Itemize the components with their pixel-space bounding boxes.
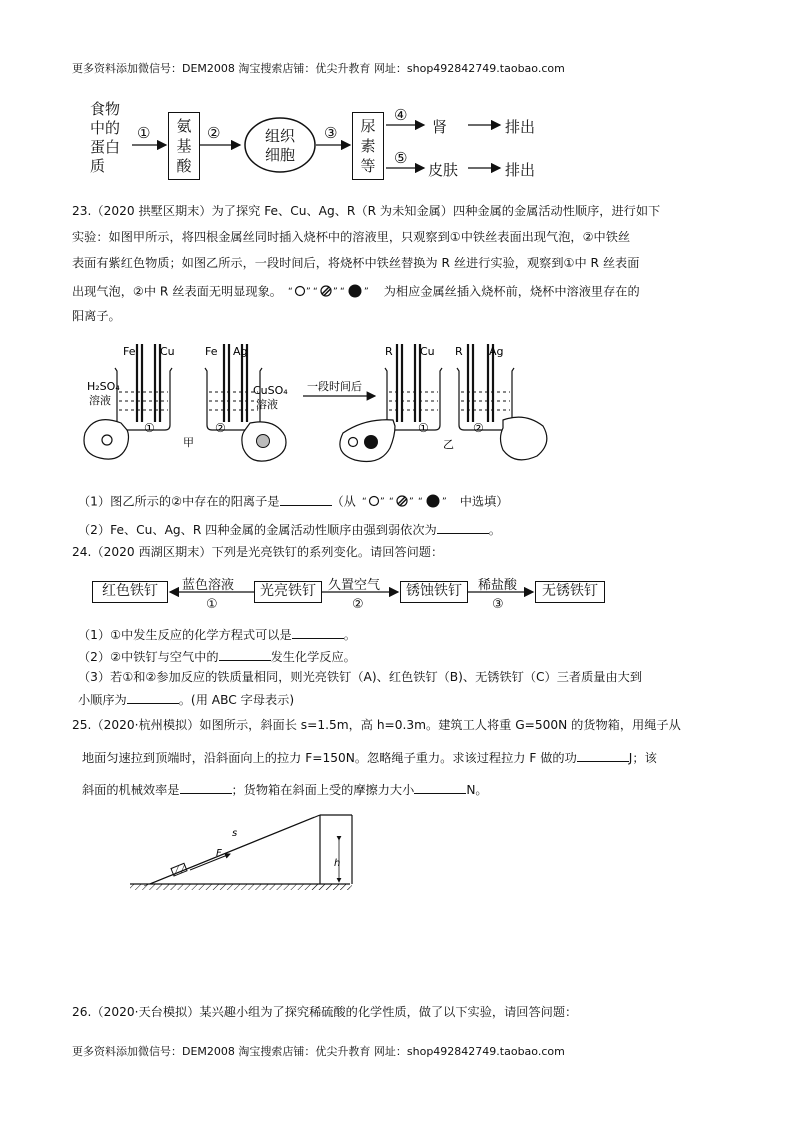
cell-line: 组织 bbox=[264, 127, 295, 145]
svg-text:“: “ bbox=[388, 497, 394, 507]
flow-arrows bbox=[90, 100, 550, 190]
q25-line-3 bbox=[82, 783, 488, 796]
svg-text:“: “ bbox=[312, 287, 318, 297]
label-h: h bbox=[334, 858, 341, 869]
bright-nail-box: 光亮铁钉 bbox=[254, 581, 322, 603]
label-s: s bbox=[232, 828, 238, 839]
label-n2-yi: ② bbox=[473, 421, 484, 435]
step-1-label: ① bbox=[137, 124, 151, 142]
q23-beaker-figure bbox=[75, 338, 735, 470]
incline-figure bbox=[130, 810, 370, 900]
skin-label: 皮肤 bbox=[428, 161, 459, 179]
q23-line-2: 实验：如图甲所示，将四根金属丝同时插入烧杯中的溶液里，只观察到①中铁丝表面出现气泡，②中铁丝 bbox=[72, 230, 631, 244]
q23-sub1-post: 中选填） bbox=[459, 494, 509, 509]
food-line: 食物 bbox=[90, 100, 121, 118]
answer-blank[interactable] bbox=[577, 751, 629, 762]
label-n1-yi: ① bbox=[418, 421, 429, 435]
step-2-label: ② bbox=[207, 124, 221, 142]
step-4-label: ④ bbox=[394, 106, 408, 124]
q25-line2-post: J；该 bbox=[628, 751, 657, 765]
answer-blank[interactable] bbox=[219, 650, 271, 661]
svg-text:”: ” bbox=[305, 287, 311, 297]
ion-legend-icons-2 bbox=[360, 493, 460, 509]
q23-line-4 bbox=[72, 283, 640, 301]
arrow-num-1: ① bbox=[206, 597, 218, 612]
q23-line-4-text: 出现气泡，②中 R 丝表面无明显现象。 bbox=[72, 284, 282, 299]
answer-blank[interactable] bbox=[280, 495, 332, 506]
q23-sub2-end: 。 bbox=[488, 523, 501, 537]
label-fe-2: Fe bbox=[205, 345, 218, 358]
rustless-nail-box: 无锈铁钉 bbox=[535, 581, 605, 603]
protein-flow-diagram bbox=[90, 100, 550, 190]
q25-line3-text: 斜面的机械效率是 bbox=[82, 783, 180, 797]
answer-blank[interactable] bbox=[180, 783, 232, 794]
label-cu-3: Cu bbox=[420, 345, 435, 358]
page-header: 更多资料添加微信号：DEM2008 淘宝搜索店铺：优尖升教育 网址：shop492842749.taobao.com bbox=[72, 62, 565, 75]
open-circle-icon bbox=[369, 497, 378, 506]
svg-text:“: “ bbox=[417, 497, 423, 507]
q24-sub-2 bbox=[78, 650, 356, 663]
label-r-4: R bbox=[455, 345, 463, 358]
label-fe-1: Fe bbox=[123, 345, 136, 358]
q24-sub-3-line-1: （3）若①和②参加反应的铁质量相同，则光亮铁钉（A)、红色铁钉（B)、无锈铁钉（C）三者质量由大到 bbox=[78, 670, 643, 684]
q26-line-1: 26.（2020·天台模拟）某兴趣小组为了探究稀硫酸的化学性质，做了以下实验，请回答问题： bbox=[72, 1005, 578, 1019]
svg-text:“: “ bbox=[361, 497, 367, 507]
svg-text:“: “ bbox=[287, 287, 293, 297]
food-line: 质 bbox=[90, 157, 106, 175]
excrete-label: 排出 bbox=[505, 118, 536, 136]
label-jia: 甲 bbox=[183, 436, 194, 449]
step-5-label: ⑤ bbox=[394, 149, 408, 167]
q24-sub2-post: 发生化学反应。 bbox=[270, 650, 356, 664]
label-ag-2: Ag bbox=[233, 345, 248, 358]
urea-char: 素 bbox=[360, 137, 376, 155]
arrow-label-3: 稀盐酸 bbox=[478, 578, 518, 593]
svg-text:”: ” bbox=[332, 287, 338, 297]
label-solution-1: 溶液 bbox=[89, 394, 111, 407]
svg-text:“: “ bbox=[339, 287, 345, 297]
label-n1-jia: ① bbox=[144, 421, 155, 435]
amino-char: 酸 bbox=[176, 157, 192, 175]
svg-text:”: ” bbox=[408, 497, 414, 507]
q23-legend-post: 为相应金属丝插入烧杯前，烧杯中溶液里存在的 bbox=[383, 284, 640, 299]
q25-line-2 bbox=[82, 751, 657, 764]
q24-title: 24.（2020 西湖区期末）下列是光亮铁钉的系列变化。请回答问题： bbox=[72, 545, 444, 559]
answer-blank[interactable] bbox=[437, 523, 489, 534]
label-n2-jia: ② bbox=[215, 421, 226, 435]
red-nail-box: 红色铁钉 bbox=[92, 581, 168, 603]
label-r-3: R bbox=[385, 345, 393, 358]
cell-line: 细胞 bbox=[264, 146, 295, 164]
q23-sub2-text: （2）Fe、Cu、Ag、R 四种金属的金属活动性顺序由强到弱依次为 bbox=[78, 523, 437, 537]
step-3-label: ③ bbox=[324, 124, 338, 142]
svg-text:”: ” bbox=[379, 497, 385, 507]
arrow-num-3: ③ bbox=[492, 597, 504, 612]
label-yi: 乙 bbox=[443, 438, 454, 451]
q24-sub3-text: 小顺序为 bbox=[78, 693, 127, 707]
q24-sub2-text: （2）②中铁钉与空气中的 bbox=[78, 650, 219, 664]
page-footer: 更多资料添加微信号：DEM2008 淘宝搜索店铺：优尖升教育 网址：shop492842749.taobao.com bbox=[72, 1045, 565, 1058]
amino-char: 基 bbox=[176, 137, 192, 155]
amino-char: 氨 bbox=[176, 117, 192, 135]
q23-sub-1 bbox=[78, 493, 509, 511]
amino-acid-box bbox=[168, 112, 200, 180]
arrow-label-2: 久置空气 bbox=[328, 578, 381, 593]
food-line: 中的 bbox=[90, 119, 121, 137]
answer-blank[interactable] bbox=[292, 628, 344, 639]
q25-line3-mid: ；货物箱在斜面上受的摩擦力大小 bbox=[231, 783, 415, 797]
q24-sub1-text: （1）①中发生反应的化学方程式可以是 bbox=[78, 628, 292, 642]
q23-sub1-mid: （从 bbox=[331, 494, 356, 509]
q24-sub1-end: 。 bbox=[343, 628, 356, 642]
label-solution-2: 溶液 bbox=[256, 398, 278, 411]
ion-legend-icons bbox=[286, 283, 380, 299]
svg-text:”: ” bbox=[441, 497, 447, 507]
rusty-nail-box: 锈蚀铁钉 bbox=[400, 581, 468, 603]
arrow-label-1: 蓝色溶液 bbox=[182, 578, 235, 593]
label-ag-4: Ag bbox=[489, 345, 504, 358]
filled-circle-icon bbox=[348, 285, 361, 298]
q23-line-1: 23.（2020 拱墅区期末）为了探究 Fe、Cu、Ag、R（R 为未知金属）四种金属的金属活动性顺序，进行如下 bbox=[72, 204, 661, 218]
svg-text:”: ” bbox=[363, 287, 369, 297]
nail-flow-diagram bbox=[90, 570, 610, 615]
label-h2so4: H₂SO₄ bbox=[87, 380, 120, 393]
filled-circle-icon bbox=[426, 495, 439, 508]
label-F: F bbox=[216, 848, 222, 859]
q23-sub1-text: （1）图乙所示的②中存在的阳离子是 bbox=[78, 494, 280, 509]
tissue-cell-label bbox=[256, 127, 304, 165]
answer-blank[interactable] bbox=[127, 693, 179, 704]
beaker-3-yi bbox=[340, 344, 442, 462]
q24-sub3-post: 。(用 ABC 字母表示) bbox=[178, 693, 295, 707]
q25-line3-post: N。 bbox=[466, 783, 488, 797]
label-cu-1: Cu bbox=[160, 345, 175, 358]
excrete-label: 排出 bbox=[505, 161, 536, 179]
q25-line2-text: 地面匀速拉到顶端时，沿斜面向上的拉力 F=150N。忽略绳子重力。求该过程拉力 F 做的功 bbox=[82, 751, 577, 765]
label-after-time: 一段时间后 bbox=[307, 380, 362, 393]
food-line: 蛋白 bbox=[90, 138, 121, 156]
q24-sub-1 bbox=[78, 628, 356, 641]
urea-box bbox=[352, 112, 384, 180]
q23-sub-2 bbox=[78, 523, 501, 536]
ion-legend bbox=[286, 283, 380, 301]
answer-blank[interactable] bbox=[414, 783, 466, 794]
q23-line-3: 表面有紫红色物质；如图乙所示，一段时间后，将烧杯中铁丝替换为 R 丝进行实验，观察到①中 R 丝表面 bbox=[72, 256, 640, 270]
urea-char: 等 bbox=[360, 157, 376, 175]
arrow-num-2: ② bbox=[352, 597, 364, 612]
q25-line-1: 25.（2020·杭州模拟）如图所示，斜面长 s=1.5m，高 h=0.3m。建筑工人将重 G=500N 的货物箱，用绳子从 bbox=[72, 718, 681, 732]
ion-legend-2 bbox=[360, 493, 460, 511]
q23-line-5: 阳离子。 bbox=[72, 309, 121, 323]
cargo-box bbox=[171, 863, 187, 876]
open-circle-icon bbox=[295, 287, 304, 296]
q24-sub-3-line-2 bbox=[78, 693, 294, 706]
urea-char: 尿 bbox=[360, 117, 376, 135]
kidney-label: 肾 bbox=[432, 118, 448, 136]
label-cuso4: CuSO₄ bbox=[253, 384, 288, 397]
beaker-4-yi bbox=[457, 344, 547, 460]
